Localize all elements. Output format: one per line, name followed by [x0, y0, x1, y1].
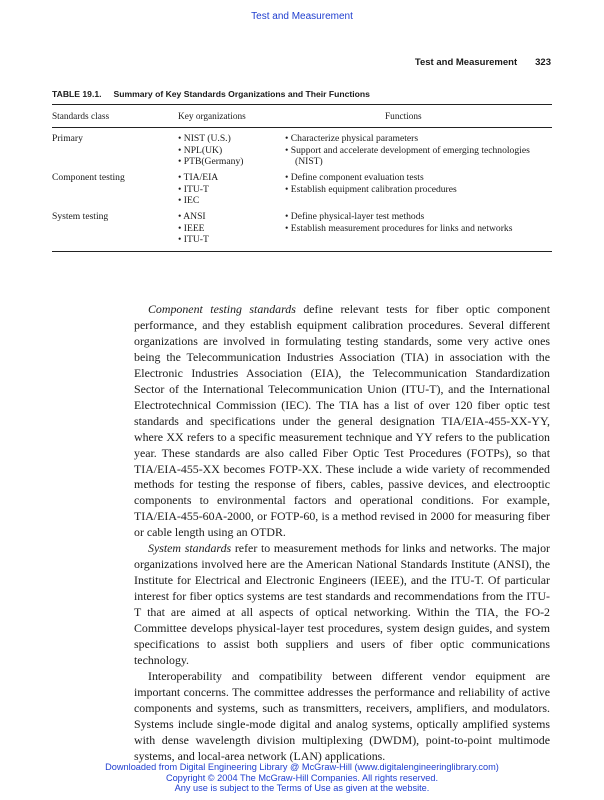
table-top-rule — [52, 104, 552, 105]
table-header-rule — [52, 127, 552, 128]
table-row-class: Component testing — [52, 172, 125, 183]
footer-terms[interactable]: Any use is subject to the Terms of Use as given at the website. — [174, 783, 430, 793]
table-caption — [52, 89, 370, 99]
header-key-organizations: Key organizations — [178, 112, 246, 122]
function-item: • Support and accelerate development of emerging technologies (NIST) — [285, 144, 530, 167]
org-item: • TIA/EIA — [178, 172, 219, 183]
table-label: TABLE 19.1. — [52, 89, 102, 99]
footer-copyright[interactable]: Copyright © 2004 The McGraw-Hill Companies. All rights reserved. — [165, 772, 439, 783]
table-row-class: System testing — [52, 211, 109, 222]
paragraph-system-standards: System standards refer to measurement methods for links and networks. The major organizations involved here are the American National Standards Institute (ANSI), the Institute for Electrical and Electronic Engineers (IEEE), and the ITU-T. Of particular interest for fiber optics systems are test standards and recommendations from the ITU-T that are aimed at all aspects of optical networking. Within the TIA, the FO-2 Committee develops physical-layer test procedures, system design guides, and system specifications to assist both suppliers and users of fiber optic communications technology. — [134, 541, 550, 667]
table-bottom-rule — [52, 251, 552, 252]
org-item: • ITU-T — [178, 234, 209, 245]
function-item: • Establish equipment calibration procedures — [285, 183, 457, 195]
running-head-title: Test and Measurement — [414, 57, 518, 68]
body-text — [134, 302, 550, 765]
function-item: • Define component evaluation tests — [285, 172, 424, 183]
top-link[interactable]: Test and Measurement — [251, 11, 353, 22]
page-number: 323 — [535, 57, 551, 68]
org-item: • ITU-T — [178, 183, 209, 195]
org-item: • NPL(UK) — [178, 144, 223, 156]
paragraph-component-testing: Component testing standards define relevant tests for fiber optic component performance, and they establish equipment calibration procedures. Several different organizations are involved in formulating testing standards, some very active ones being the Telecommunication Industries Association (TIA) in association with the Electronic Industries Association (EIA), the Telecommunication Standardization Sector of the International Telecommunication Union (ITU-T), and the International Electrotechnical Commission (IEC). The TIA has a list of over 120 fiber optic test standards and specifications under the general designation TIA/EIA-455-XX-YY, where XX refers to a specific measurement technique and YY refers to the publication year. These standards are also called Fiber Optic Test Procedures (FOTPs), so that TIA/EIA-455-XX becomes FOTP-XX. These include a wide variety of recommended methods for testing the response of fibers, cables, passive devices, and electrooptic components to environmental factors and operational conditions. For example, TIA/EIA-455-60A-2000, or FOTP-60, is a method revised in 2000 for measuring fiber or cable length using an OTDR. — [134, 302, 551, 540]
function-item: • Define physical-layer test methods — [285, 211, 425, 222]
footer[interactable] — [0, 762, 604, 794]
table-row-orgs — [178, 211, 278, 246]
table-row-orgs — [178, 133, 278, 168]
table-row-orgs — [178, 172, 278, 207]
org-item: • ANSI — [178, 211, 206, 222]
org-item: • NIST (U.S.) — [178, 133, 231, 144]
org-item: • IEC — [178, 195, 200, 206]
table-title: Summary of Key Standards Organizations and Their Functions — [113, 89, 370, 99]
footer-download-link[interactable]: Downloaded from Digital Engineering Library @ McGraw-Hill (www.digitalengineeringlibrary.com) — [105, 762, 499, 772]
paragraph-interoperability: Interoperability and compatibility between different vendor equipment are important concerns. The committee addresses the performance and reliability of active components and systems, such as transmitters, receivers, amplifiers, and modulators. Systems include single-mode digital and analog systems, optically amplified systems with dense wavelength division multiplexing (DWDM), point-to-point multimode systems, and local-area network (LAN) applications. — [134, 668, 550, 763]
table-row-functions — [285, 211, 555, 234]
org-item: • IEEE — [178, 222, 205, 234]
running-head — [415, 57, 551, 68]
function-item: • Characterize physical parameters — [285, 133, 419, 144]
function-item: • Establish measurement procedures for links and networks — [285, 222, 513, 234]
table-row-class: Primary — [52, 133, 83, 144]
table-row-functions — [285, 133, 555, 168]
org-item: • PTB(Germany) — [178, 156, 244, 167]
header-functions: Functions — [385, 112, 422, 122]
header-standards-class: Standards class — [52, 112, 110, 122]
table-row-functions — [285, 172, 555, 195]
